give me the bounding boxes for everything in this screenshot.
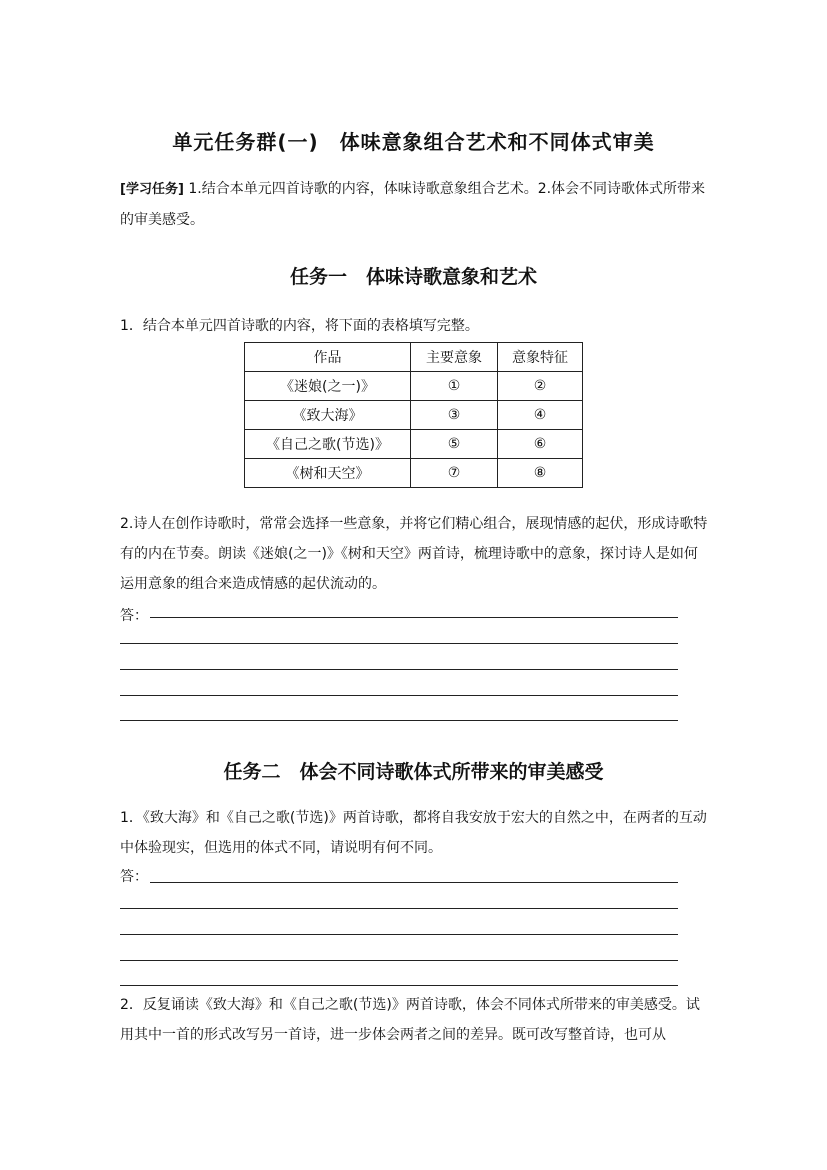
- answer-line: [120, 985, 678, 986]
- table-cell-feature: ⑧: [498, 459, 583, 488]
- answer-line: [120, 934, 678, 935]
- table-cell-feature: ②: [498, 372, 583, 401]
- answer-line: [150, 882, 678, 883]
- task2-question-1: 1．《致大海》和《自己之歌(节选)》两首诗歌，都将自我安放于宏大的自然之中，在两者的互动中体验现实，但选用的体式不同，请说明有何不同。: [120, 810, 707, 856]
- table-header-imagery: 主要意象: [411, 343, 498, 372]
- answer-line: [120, 643, 678, 644]
- table-cell-imagery: ③: [411, 401, 498, 430]
- table-cell-imagery: ⑦: [411, 459, 498, 488]
- table-header-feature: 意象特征: [498, 343, 583, 372]
- table-cell-imagery: ①: [411, 372, 498, 401]
- answer-label: 答：: [120, 869, 148, 885]
- answer-line: [120, 669, 678, 670]
- table-header-row: [245, 343, 583, 372]
- poem-image-table: [244, 342, 583, 488]
- table-cell-work: 《自己之歌(节选)》: [245, 430, 411, 459]
- task1-question-2: 2.诗人在创作诗歌时，常常会选择一些意象，并将它们精心组合，展现情感的起伏，形成诗歌特有的内在节奏。朗读《迷娘(之一)》《树和天空》两首诗，梳理诗歌中的意象，探讨诗人是如何运用意象的组合来造成情感的起伏流动的。: [120, 516, 708, 592]
- task2-title: 任务二 体会不同诗歌体式所带来的审美感受: [223, 761, 604, 783]
- table-row: [245, 401, 583, 430]
- answer-line: [120, 960, 678, 961]
- task2-question-2: 2．反复诵读《致大海》和《自己之歌(节选)》两首诗歌，体会不同体式所带来的审美感受。试用其中一首的形式改写另一首诗，进一步体会两者之间的差异。既可改写整首诗，也可从: [120, 997, 700, 1043]
- answer-line: [120, 695, 678, 696]
- table-cell-work: 《树和天空》: [245, 459, 411, 488]
- table-cell-work: 《致大海》: [245, 401, 411, 430]
- learning-task-paragraph: [120, 174, 710, 235]
- answer-line: [120, 720, 678, 721]
- task1-question-1: 1．结合本单元四首诗歌的内容，将下面的表格填写完整。: [120, 318, 479, 334]
- table-cell-imagery: ⑤: [411, 430, 498, 459]
- answer-line: [120, 908, 678, 909]
- table-row: [245, 459, 583, 488]
- task1-title: 任务一 体味诗歌意象和艺术: [289, 266, 537, 288]
- answer-label: 答：: [120, 608, 148, 624]
- table-row: [245, 372, 583, 401]
- answer-line: [150, 617, 678, 618]
- table-row: [245, 430, 583, 459]
- learning-task-tag: [学习任务]: [120, 182, 184, 197]
- table-cell-work: 《迷娘(之一)》: [245, 372, 411, 401]
- table-cell-feature: ④: [498, 401, 583, 430]
- unit-title: 单元任务群(一) 体味意象组合艺术和不同体式审美: [172, 130, 655, 154]
- learning-task-text: 1.结合本单元四首诗歌的内容，体味诗歌意象组合艺术。2.体会不同诗歌体式所带来的审美感受。: [120, 181, 706, 228]
- table-cell-feature: ⑥: [498, 430, 583, 459]
- table-header-work: 作品: [245, 343, 411, 372]
